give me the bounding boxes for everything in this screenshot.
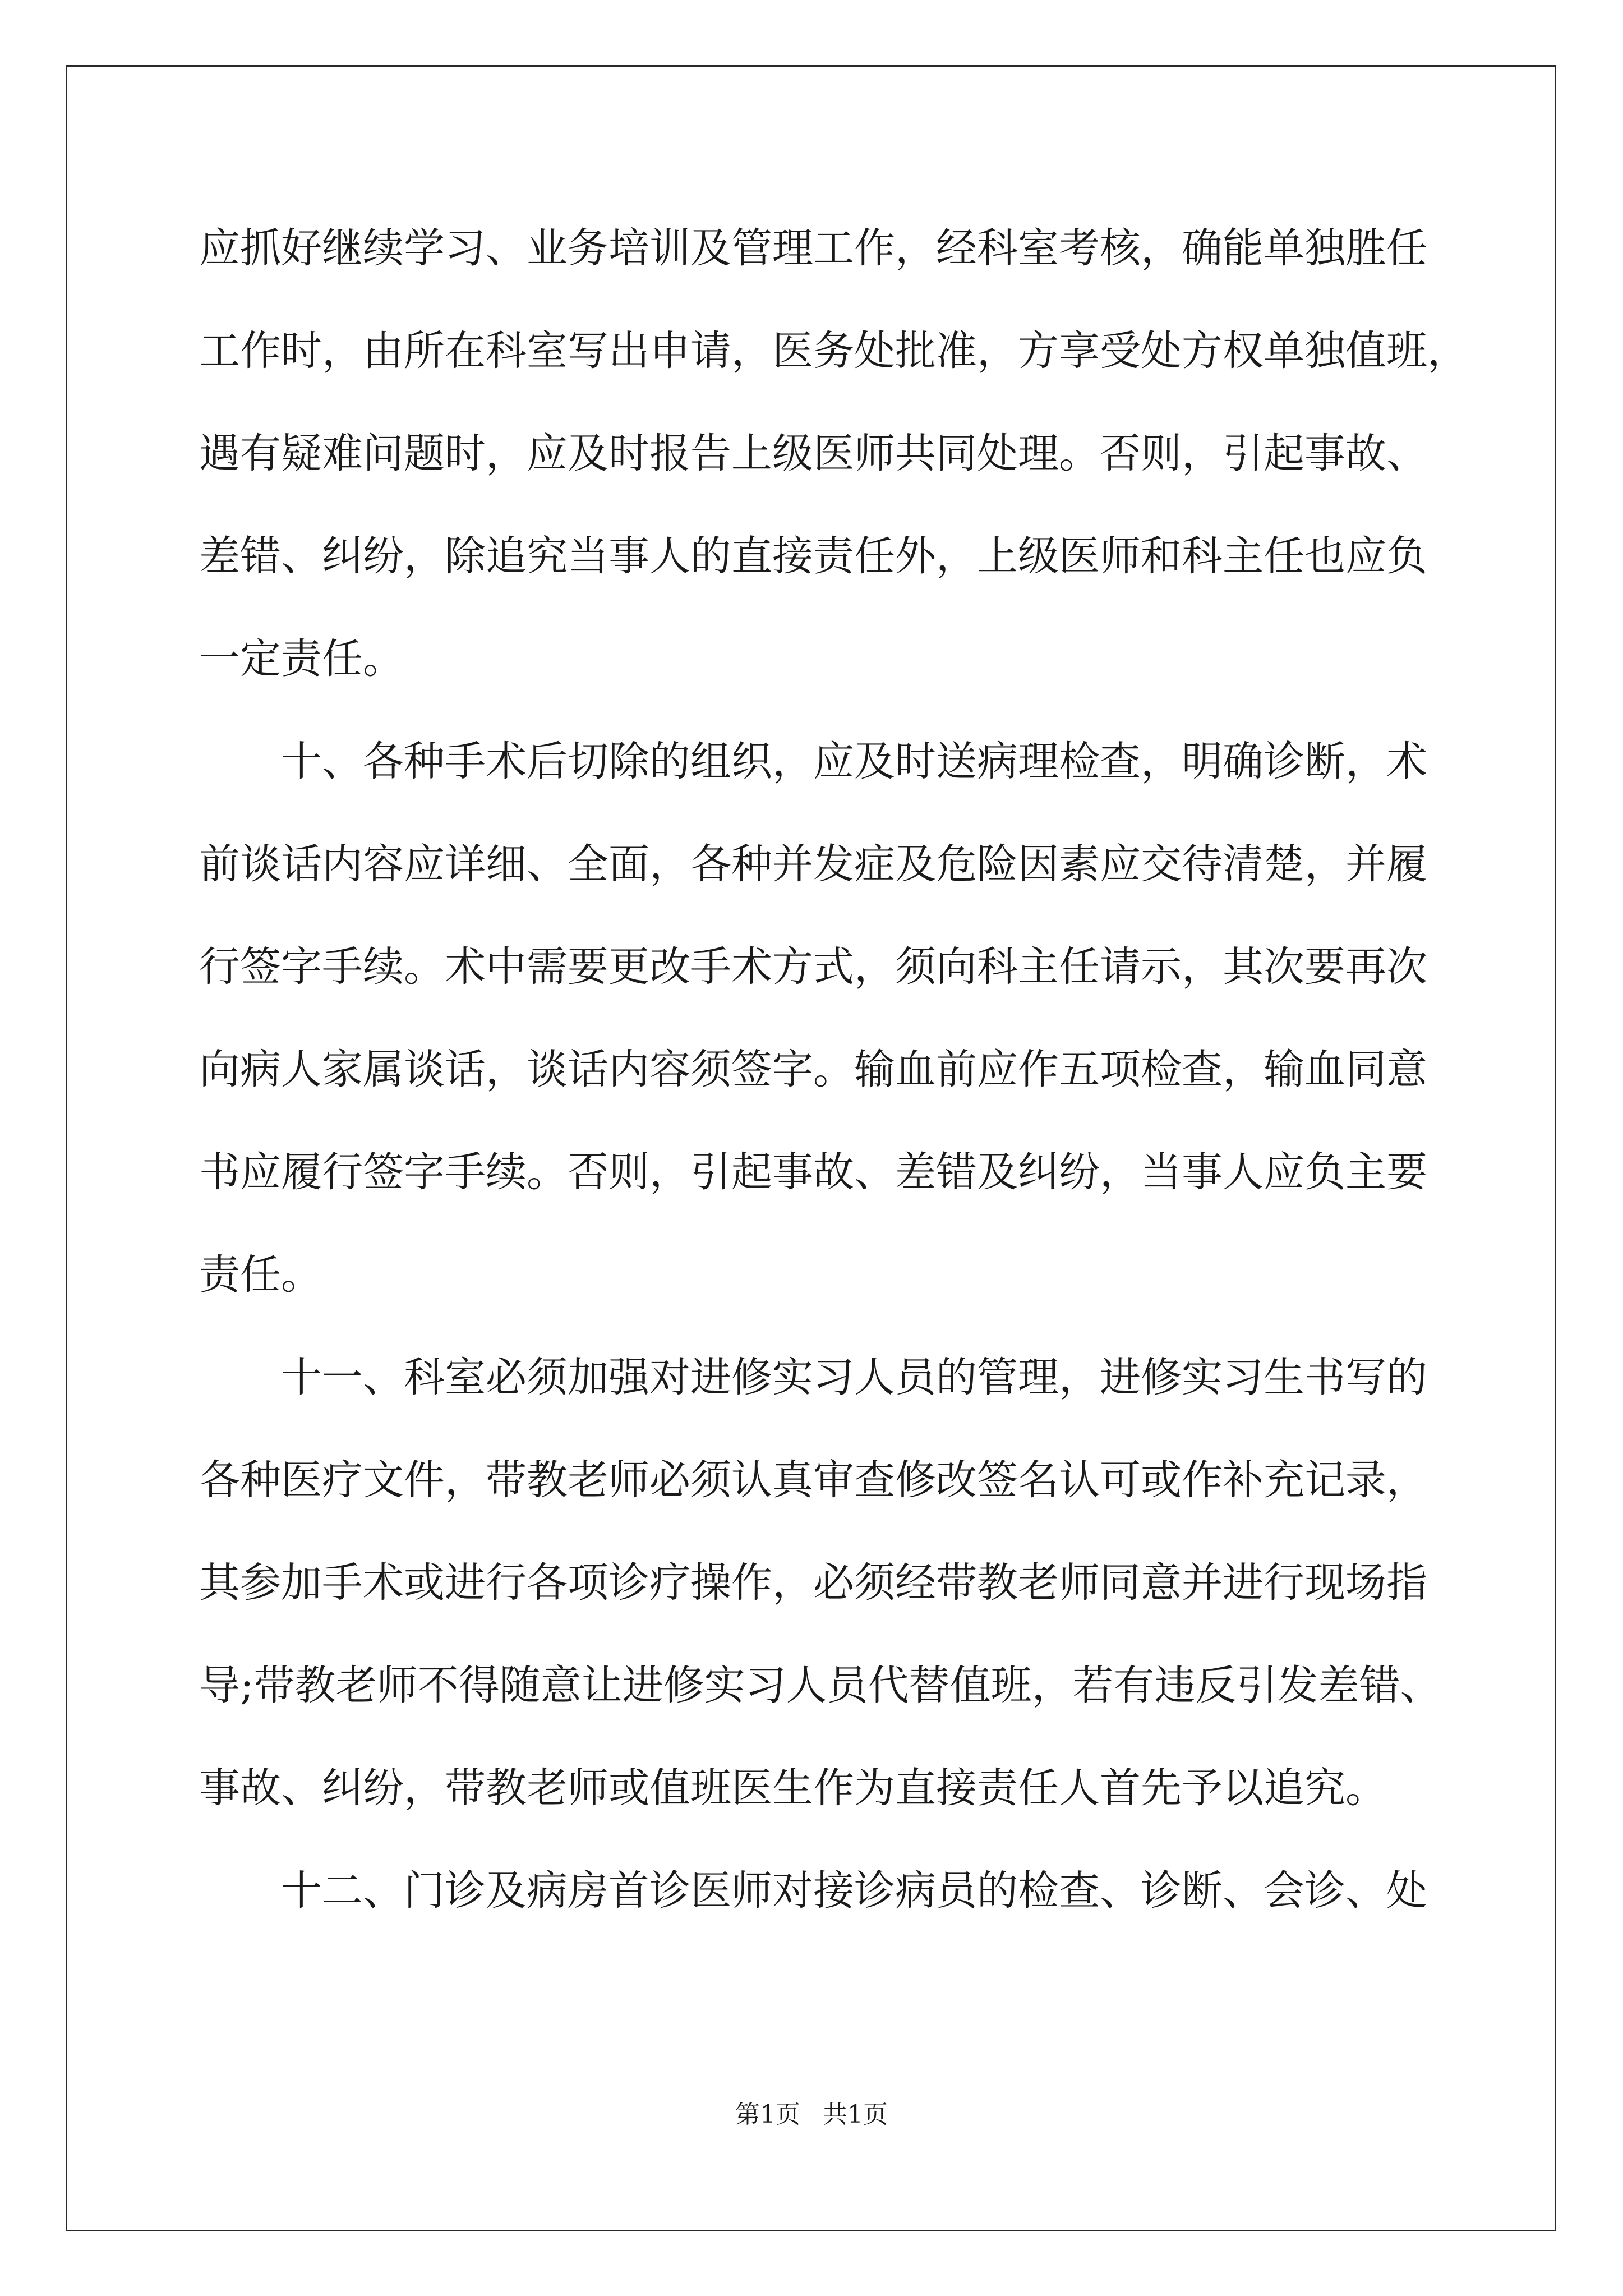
paragraph-start-line: 十、各种手术后切除的组织，应及时送病理检查，明确诊断，术 <box>281 738 1427 785</box>
text-line: 事故、纠纷，带教老师或值班医生作为直接责任人首先予以追究。 <box>199 1764 1386 1812</box>
text-line: 向病人家属谈话，谈话内容须签字。输血前应作五项检查，输血同意 <box>199 1046 1427 1093</box>
text-line: 导;带教老师不得随意让进修实习人员代替值班，若有违反引发差错、 <box>199 1662 1441 1709</box>
page-footer <box>0 2098 1623 2132</box>
text-line: 责任。 <box>199 1251 322 1299</box>
text-line: 差错、纠纷，除追究当事人的直接责任外，上级医师和科主任也应负 <box>199 532 1427 580</box>
page-total: 共1页 <box>823 2100 888 2129</box>
text-line: 遇有疑难问题时，应及时报告上级医师共同处理。否则，引起事故、 <box>199 430 1427 477</box>
text-line: 应抓好继续学习、业务培训及管理工作，经科室考核，确能单独胜任 <box>199 224 1427 272</box>
page-number: 第1页 <box>735 2100 800 2129</box>
text-line: 前谈话内容应详细、全面，各种并发症及危险因素应交待清楚，并履 <box>199 840 1427 888</box>
text-line: 工作时，由所在科室写出申请，医务处批准，方享受处方权单独值班， <box>199 327 1468 375</box>
text-line: 一定责任。 <box>199 635 404 683</box>
text-line: 行签字手续。术中需要更改手术方式，须向科主任请示，其次要再次 <box>199 943 1427 991</box>
text-line: 书应履行签字手续。否则，引起事故、差错及纠纷，当事人应负主要 <box>199 1148 1427 1196</box>
text-line: 各种医疗文件，带教老师必须认真审查修改签名认可或作补充记录， <box>199 1456 1427 1504</box>
paragraph-start-line: 十一、科室必须加强对进修实习人员的管理，进修实习生书写的 <box>281 1354 1427 1401</box>
paragraph-start-line: 十二、门诊及病房首诊医师对接诊病员的检查、诊断、会诊、处 <box>281 1867 1427 1915</box>
text-line: 其参加手术或进行各项诊疗操作，必须经带教老师同意并进行现场指 <box>199 1559 1427 1607</box>
